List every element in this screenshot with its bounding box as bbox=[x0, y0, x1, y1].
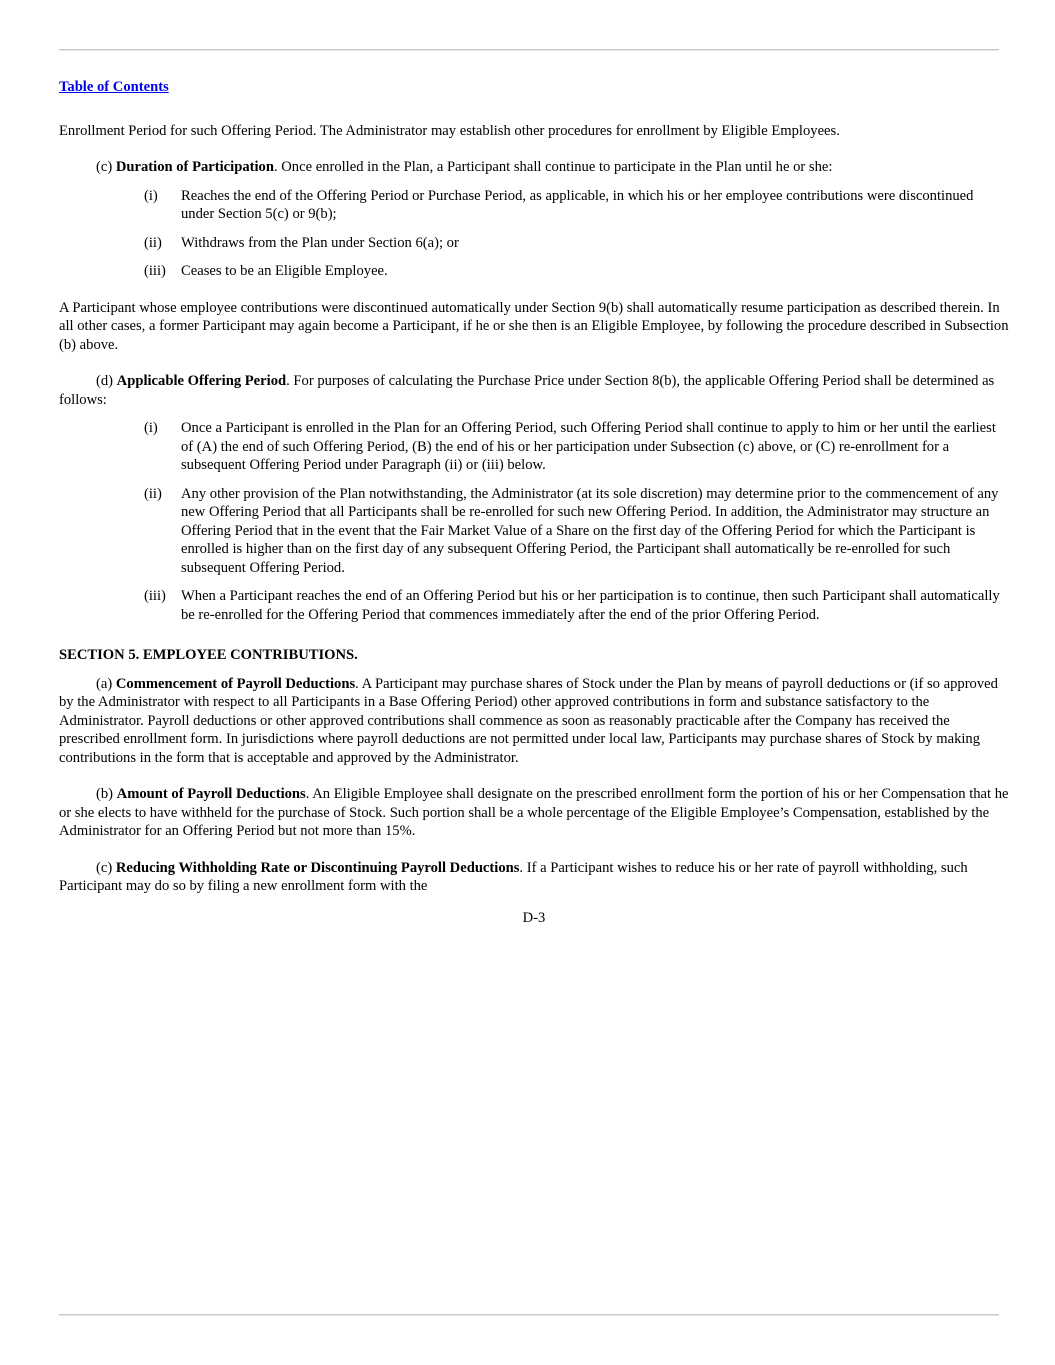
list-item-text: Withdraws from the Plan under Section 6(a); or bbox=[181, 234, 459, 251]
list-item-number: (i) bbox=[144, 420, 158, 436]
amount-text: . An Eligible Employee shall designate on the prescribed enrollment form the portion of his or her Compensation that he or she elects to have withheld for the purchase of Stock. Such portion shall be a whole percentage of the Eligible Employee’s Compensation, established by the Administrator for an Offering Period but not more than 15%. bbox=[59, 786, 1009, 839]
reducing-text: . If a Participant wishes to reduce his or her rate of payroll withholding, such Participant may do so by filing a new enrollment form with the bbox=[59, 859, 968, 894]
commencement-paragraph bbox=[59, 675, 1009, 768]
duration-text: . Once enrolled in the Plan, a Participant shall continue to participate in the Plan until he or she: bbox=[273, 159, 833, 175]
amount-label: (b) bbox=[96, 786, 117, 802]
list-item-text: Any other provision of the Plan notwithstanding, the Administrator (at its sole discretion) may determine prior to the commencement of any new Offering Period that all Participants shall be re-enrolled for such new Offering Period. In addition, the Administrator may structure an Offering Period that in the event that the Fair Market Value of a Share on the first day of the Offering Period for which the Participant is enrolled is higher than on the first day of any subsequent Offering Period, the Participant shall automatically be re-enrolled for such subsequent Offering Period. bbox=[181, 485, 999, 576]
duration-list bbox=[59, 187, 1009, 281]
table-of-contents-link[interactable]: Table of Contents bbox=[59, 79, 169, 95]
list-item-number: (i) bbox=[144, 187, 158, 204]
list-item-number: (ii) bbox=[144, 485, 162, 502]
list-item-number: (iii) bbox=[144, 588, 166, 604]
page-number: D-3 bbox=[522, 909, 546, 926]
applicable-paragraph bbox=[59, 372, 1009, 409]
list-item bbox=[59, 587, 1009, 624]
list-item bbox=[59, 485, 1009, 578]
bottom-divider bbox=[59, 1314, 999, 1315]
applicable-list bbox=[59, 419, 1009, 624]
amount-title: Amount of Payroll Deductions bbox=[116, 786, 306, 802]
resume-participation-paragraph: A Participant whose employee contributions were discontinued automatically under Section 9(b) shall automatically resume participation as described therein. In all other cases, a former Participant may again become a Participant, if he or she then is an Eligible Employee, by following the procedure described in Subsection (b) above. bbox=[59, 299, 1009, 353]
applicable-label: (d) bbox=[96, 373, 117, 389]
applicable-title: Applicable Offering Period bbox=[116, 373, 287, 389]
amount-paragraph bbox=[59, 785, 1009, 841]
top-divider bbox=[59, 49, 999, 50]
document-body bbox=[59, 78, 1009, 927]
duration-label: (c) bbox=[96, 159, 116, 175]
intro-paragraph: Enrollment Period for such Offering Period. The Administrator may establish other procedures for enrollment by Eligible Employees. bbox=[59, 122, 840, 139]
duration-title: Duration of Participation bbox=[115, 159, 274, 175]
list-item-number: (ii) bbox=[144, 234, 162, 251]
list-item-text: Ceases to be an Eligible Employee. bbox=[181, 263, 388, 279]
list-item bbox=[59, 262, 1009, 281]
section-5-heading: SECTION 5. EMPLOYEE CONTRIBUTIONS. bbox=[59, 647, 358, 663]
commencement-title: Commencement of Payroll Deductions bbox=[115, 675, 356, 692]
duration-paragraph bbox=[59, 158, 1009, 177]
list-item bbox=[59, 234, 1009, 253]
list-item-text: Once a Participant is enrolled in the Plan for an Offering Period, such Offering Period shall continue to apply to him or her until the earliest of (A) the end of such Offering Period, (B) the end of his or her participation under Subsection (c) above, or (C) re-enrollment for a subsequent Offering Period under Paragraph (ii) or (iii) below. bbox=[181, 420, 996, 473]
reducing-label: (c) bbox=[96, 859, 116, 876]
reducing-title: Reducing Withholding Rate or Discontinuing Payroll Deductions bbox=[115, 859, 520, 876]
list-item bbox=[59, 419, 1009, 475]
list-item bbox=[59, 187, 1009, 224]
applicable-text: . For purposes of calculating the Purchase Price under Section 8(b), the applicable Offering Period shall be determined as follows: bbox=[59, 373, 995, 408]
commencement-label: (a) bbox=[96, 675, 116, 692]
list-item-text: Reaches the end of the Offering Period or Purchase Period, as applicable, in which his or her employee contributions were discontinued under Section 5(c) or 9(b); bbox=[181, 187, 974, 222]
list-item-text: When a Participant reaches the end of an Offering Period but his or her participation is to continue, then such Participant shall automatically be re-enrolled for the Offering Period that commences immediately after the end of the prior Offering Period. bbox=[181, 588, 1000, 623]
commencement-text: . A Participant may purchase shares of Stock under the Plan by means of payroll deductions or (if so approved by the Administrator with respect to all Participants in a Base Offering Period) other approved contributions in form and substance satisfactory to the Administrator. Payroll deductions or other approved contributions shall commence as soon as reasonably practicable after the Company has received the prescribed enrollment form. In jurisdictions where payroll deductions are not permitted under local law, Participants may purchase shares of Stock by making contributions in the form that is acceptable and approved by the Administrator. bbox=[59, 675, 998, 766]
list-item-number: (iii) bbox=[144, 263, 166, 279]
reducing-paragraph bbox=[59, 859, 1009, 896]
